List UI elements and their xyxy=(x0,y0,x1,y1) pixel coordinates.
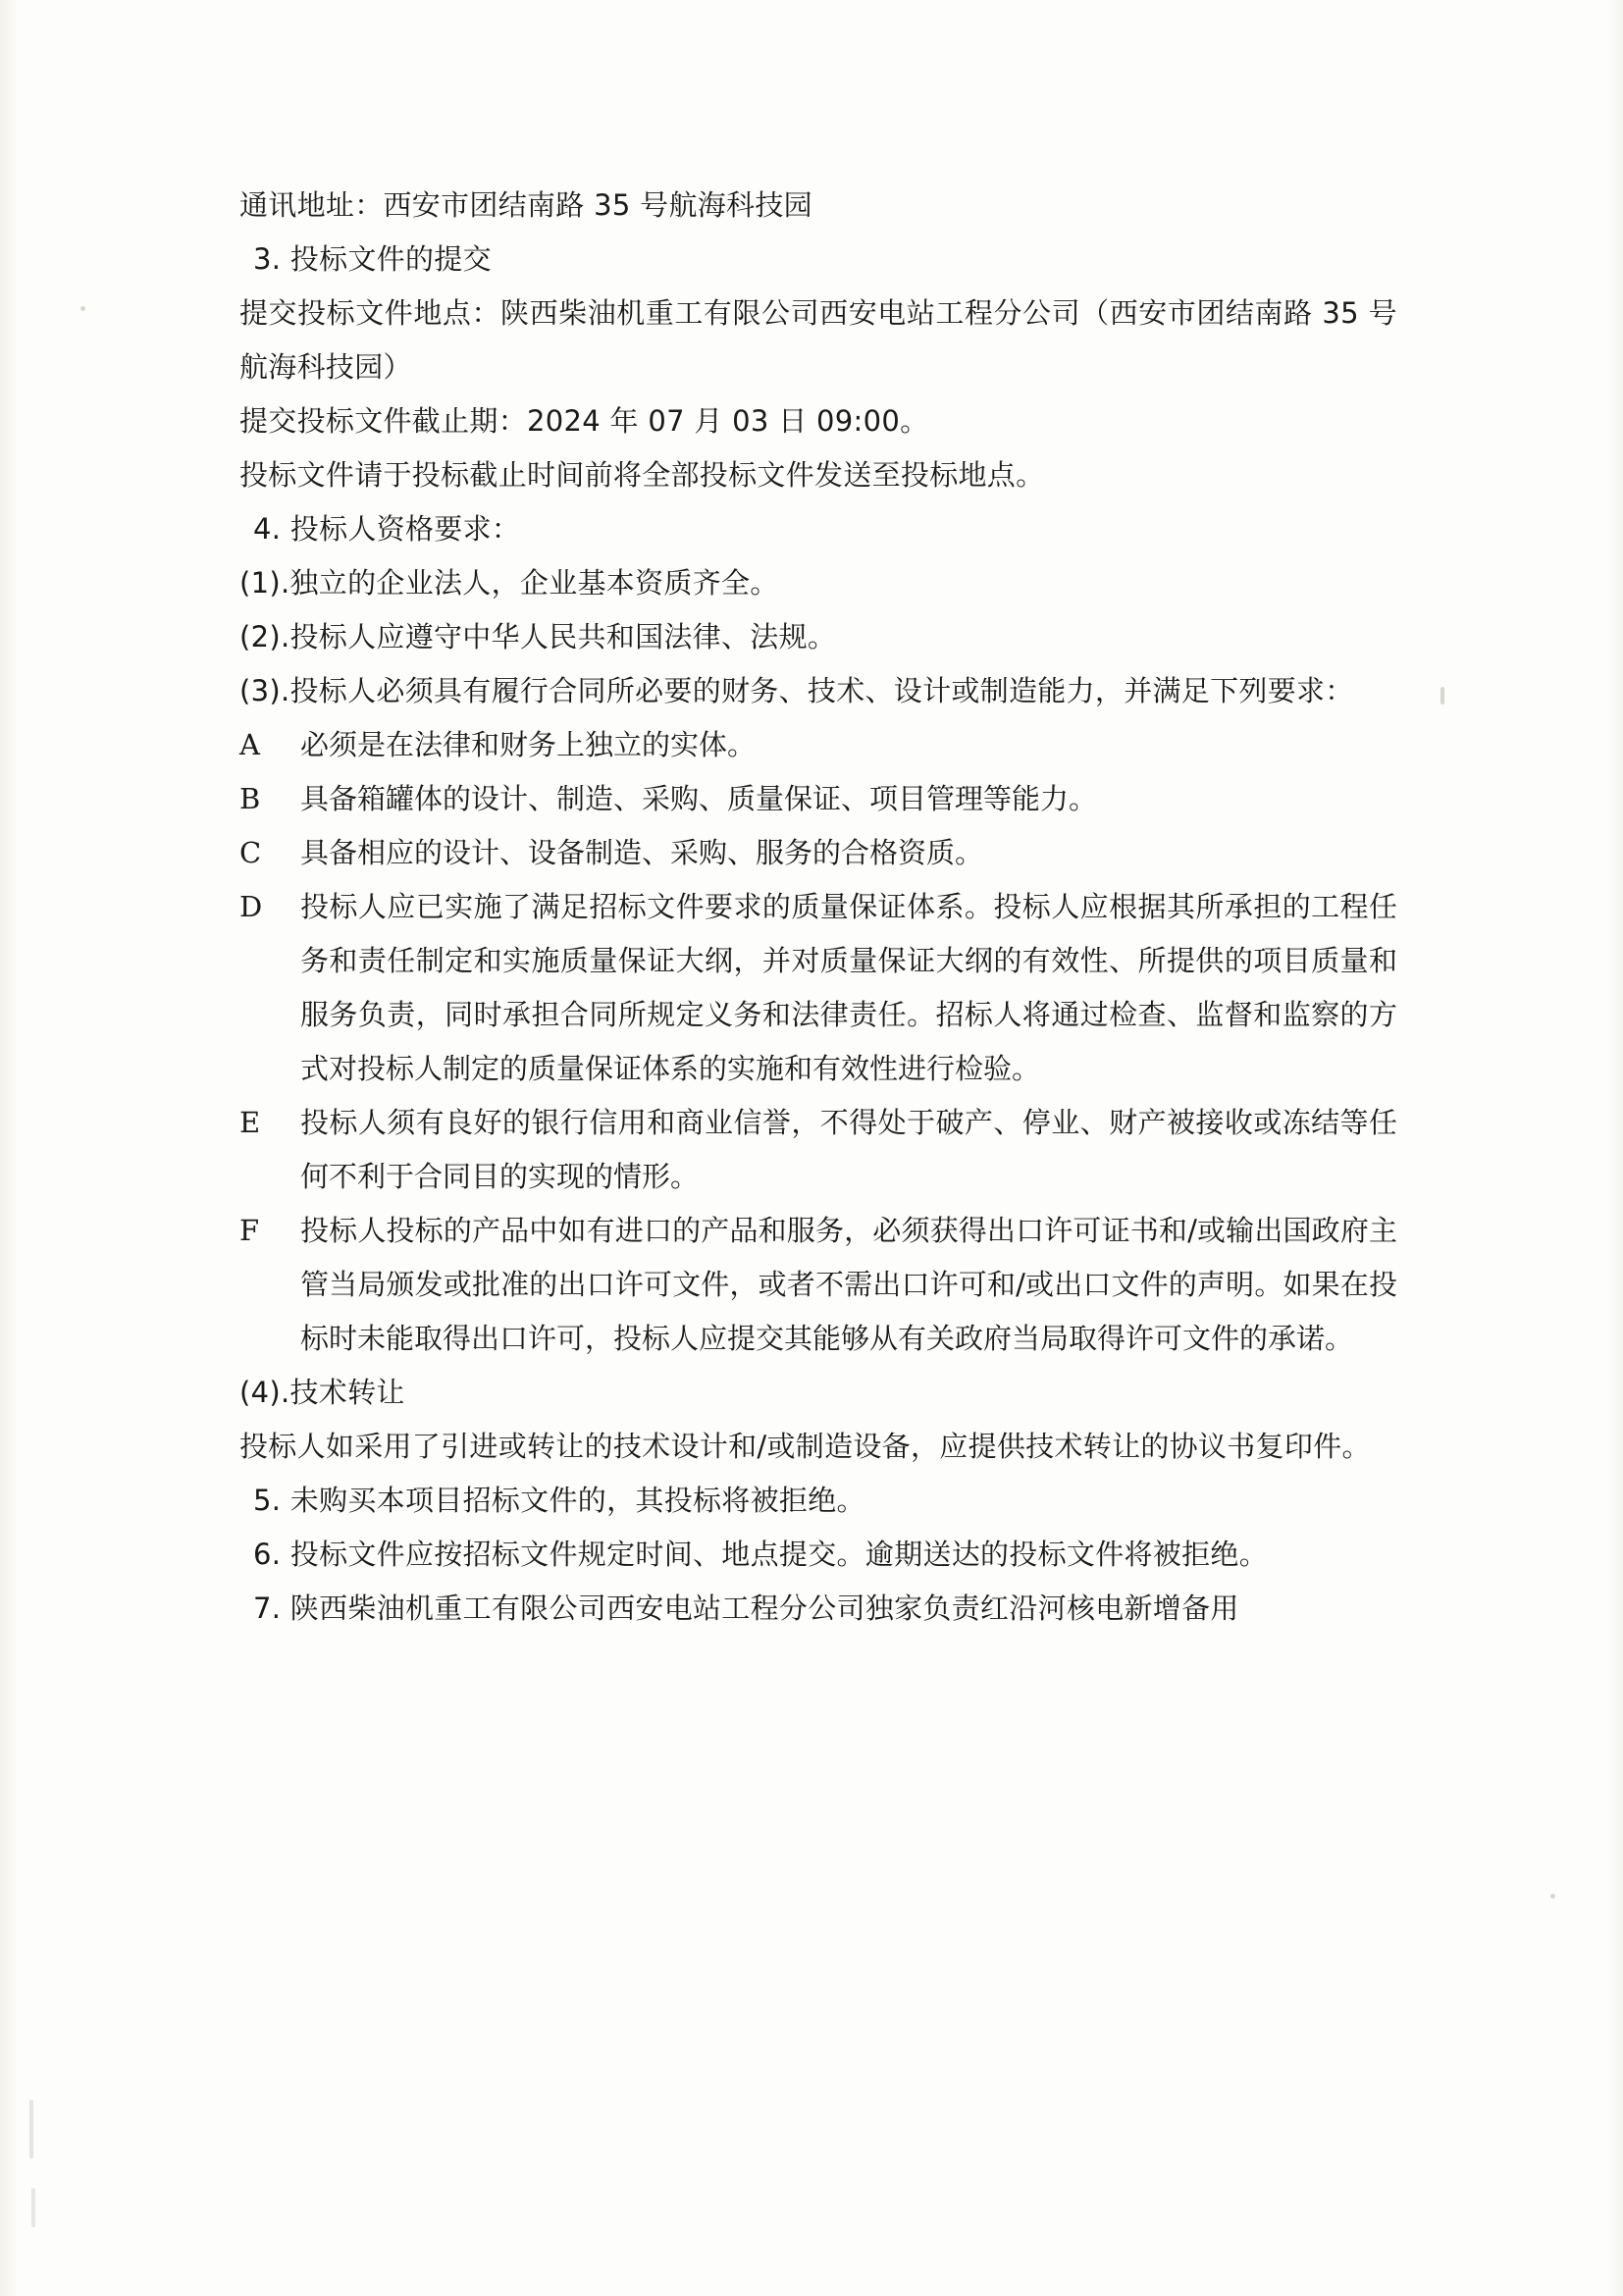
scan-speck xyxy=(1440,687,1444,704)
list-item-a xyxy=(239,718,1397,772)
page-right-edge-shadow xyxy=(1609,0,1623,2296)
paragraph-section-6: 6. 投标文件应按招标文件规定时间、地点提交。逾期送达的投标文件将被拒绝。 xyxy=(253,1538,1268,1571)
list-text-c: 具备相应的设计、设备制造、采购、服务的合格资质。 xyxy=(300,836,984,869)
page-left-edge-shadow xyxy=(0,0,18,2296)
paragraph-qualification-1: (1).独立的企业法人，企业基本资质齐全。 xyxy=(239,566,779,600)
list-marker-e: E xyxy=(239,1106,261,1139)
heading-section-4: 4. 投标人资格要求： xyxy=(253,512,521,546)
list-text-b: 具备箱罐体的设计、制造、采购、质量保证、项目管理等能力。 xyxy=(300,782,1098,815)
list-item-c xyxy=(239,826,1397,880)
heading-section-3: 3. 投标文件的提交 xyxy=(253,242,492,276)
list-marker-c: C xyxy=(239,836,262,869)
list-item-e xyxy=(239,1096,1397,1204)
paragraph-submission-deadline: 提交投标文件截止期：2024 年 07 月 03 日 09:00。 xyxy=(239,404,929,438)
paragraph-section-7: 7. 陕西柴油机重工有限公司西安电站工程分公司独家负责红沿河核电新增备用 xyxy=(253,1592,1239,1625)
paragraph-submission-place: 提交投标文件地点：陕西柴油机重工有限公司西安电站工程分公司（西安市团结南路 35 号航海科技园） xyxy=(239,296,1397,384)
list-text-f: 投标人投标的产品中如有进口的产品和服务，必须获得出口许可证书和/或输出国政府主管当局颁发或批准的出口许可文件，或者不需出口许可和/或出口文件的声明。如果在投标时未能取得出口许可，投标人应提交其能够从有关政府当局取得许可文件的承诺。 xyxy=(300,1214,1397,1355)
list-item-d xyxy=(239,880,1397,1096)
list-item-f xyxy=(239,1204,1397,1366)
paragraph-contact-address: 通讯地址：西安市团结南路 35 号航海科技园 xyxy=(239,188,812,222)
document-body xyxy=(239,179,1397,1636)
list-marker-b: B xyxy=(239,782,261,815)
paragraph-section-5: 5. 未购买本项目招标文件的，其投标将被拒绝。 xyxy=(253,1484,865,1517)
list-text-e: 投标人须有良好的银行信用和商业信誉，不得处于破产、停业、财产被接收或冻结等任何不利于合同目的实现的情形。 xyxy=(300,1106,1397,1193)
list-marker-f: F xyxy=(239,1214,260,1247)
scan-speck xyxy=(29,2100,33,2159)
list-text-d: 投标人应已实施了满足招标文件要求的质量保证体系。投标人应根据其所承担的工程任务和责任制定和实施质量保证大纲，并对质量保证大纲的有效性、所提供的项目质量和服务负责，同时承担合同所规定义务和法律责任。招标人将通过检查、监督和监察的方式对投标人制定的质量保证体系的实施和有效性进行检验。 xyxy=(300,890,1397,1085)
paragraph-submission-note: 投标文件请于投标截止时间前将全部投标文件发送至投标地点。 xyxy=(239,458,1045,492)
list-text-a: 必须是在法律和财务上独立的实体。 xyxy=(300,728,757,761)
scan-speck xyxy=(1550,1894,1555,1899)
list-marker-a: A xyxy=(239,728,260,761)
scan-speck xyxy=(80,306,85,311)
list-item-b xyxy=(239,772,1397,826)
paragraph-qualification-4-title: (4).技术转让 xyxy=(239,1376,405,1409)
paragraph-qualification-2: (2).投标人应遵守中华人民共和国法律、法规。 xyxy=(239,620,837,653)
scan-speck xyxy=(31,2188,35,2227)
paragraph-qualification-4-body: 投标人如采用了引进或转让的技术设计和/或制造设备，应提供技术转让的协议书复印件。 xyxy=(239,1430,1371,1463)
list-marker-d: D xyxy=(239,890,263,923)
paragraph-qualification-3: (3).投标人必须具有履行合同所必要的财务、技术、设计或制造能力，并满足下列要求： xyxy=(239,674,1354,707)
